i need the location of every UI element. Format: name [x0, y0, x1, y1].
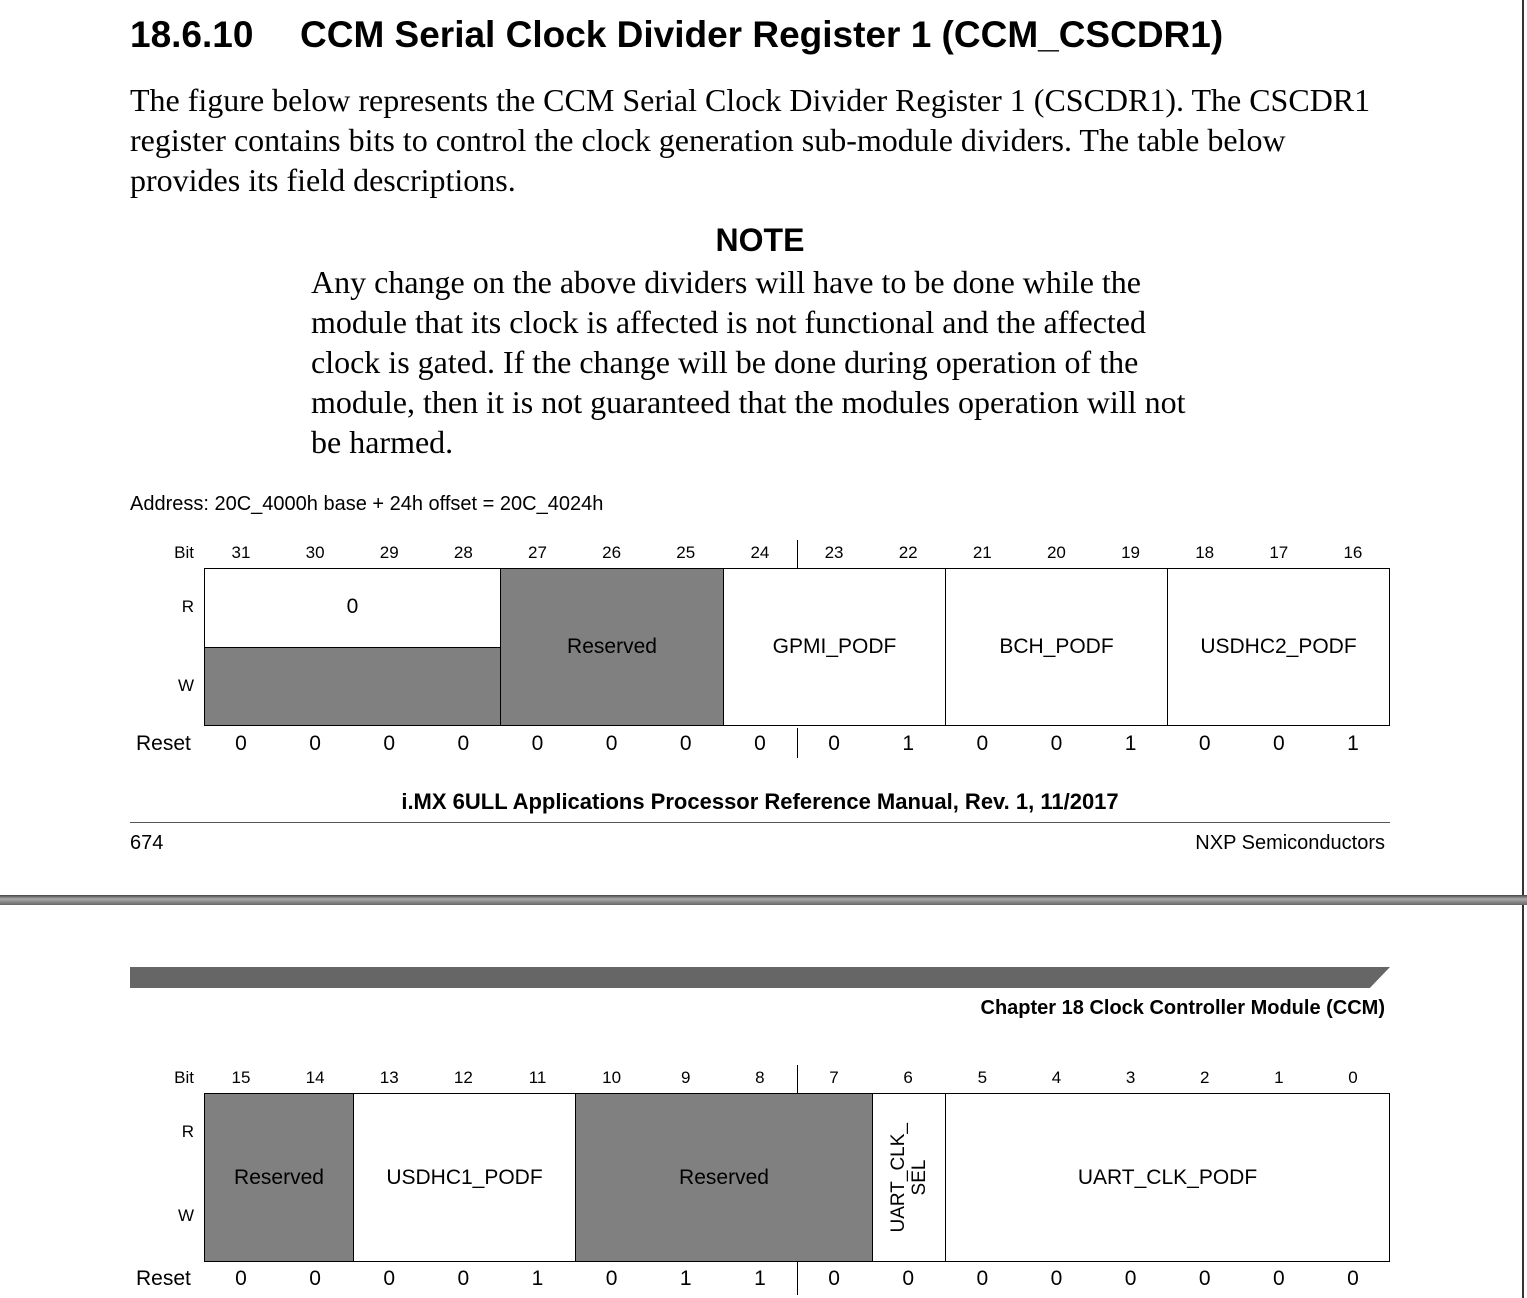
reset-row-label: Reset	[136, 1267, 191, 1290]
note-body: Any change on the above dividers will have to be done while the module that its clock is affected is not functional and the affected clock is gated. If the change will be done during operation of the module, then it is not guaranteed that the modules operation will not be harmed.	[311, 264, 1186, 460]
intro-paragraph: The figure below represents the CCM Serial Clock Divider Register 1 (CSCDR1). The CSCDR1 register contains bits to control the clock generation sub-module dividers. The table below provides its field descriptions.	[130, 82, 1371, 198]
bit-number: 23	[824, 543, 844, 562]
bit-number: 2	[1199, 1068, 1210, 1087]
reset-value: 0	[1198, 732, 1211, 755]
reset-value: 1	[754, 1267, 766, 1290]
reset-value: 0	[605, 732, 618, 755]
write-row-label: W	[177, 1206, 194, 1225]
reset-value: 1	[679, 1267, 692, 1290]
section-title: CCM Serial Clock Divider Register 1 (CCM_CSCDR1)	[300, 14, 1224, 55]
bit-number: 26	[602, 543, 622, 562]
reset-value: 0	[309, 732, 321, 755]
reset-value: 0	[976, 732, 989, 755]
bit-number: 18	[1195, 543, 1215, 562]
reset-value: 0	[235, 732, 247, 755]
bit-row-label: Bit	[174, 1068, 194, 1087]
bit-number: 5	[977, 1068, 988, 1087]
bit-number: 4	[1051, 1068, 1062, 1087]
bit-number: 22	[898, 543, 918, 562]
bit-number: 6	[903, 1068, 913, 1087]
bit-number: 27	[528, 543, 547, 562]
bit-number: 13	[379, 1068, 399, 1087]
read-row-label: R	[181, 597, 194, 616]
bit-row-label: Bit	[174, 543, 194, 562]
bit-number: 19	[1121, 543, 1140, 562]
chapter-title: Chapter 18 Clock Controller Module (CCM)	[980, 997, 1385, 1019]
reset-value: 1	[531, 1267, 544, 1290]
half-divider	[797, 1261, 798, 1295]
field-reserved-15-14: Reserved	[204, 1093, 354, 1262]
reset-value: 0	[828, 732, 840, 755]
bit-number: 15	[231, 1068, 251, 1087]
bit-number: 7	[829, 1068, 839, 1087]
bit-number: 1	[1274, 1068, 1284, 1087]
reset-value: 0	[309, 1267, 321, 1290]
register-address: Address: 20C_4000h base + 24h offset = 20C_4024h	[130, 493, 604, 515]
reset-value: 0	[1272, 1267, 1285, 1290]
bit-number: 9	[681, 1068, 691, 1087]
footer-manual-title: i.MX 6ULL Applications Processor Reference Manual, Rev. 1, 11/2017	[401, 789, 1119, 814]
reset-value: 0	[828, 1267, 840, 1290]
bit-number: 3	[1125, 1068, 1136, 1087]
bit-number: 20	[1046, 543, 1066, 562]
section-heading	[130, 14, 1223, 56]
reset-value: 0	[457, 1267, 470, 1290]
reset-value: 1	[1347, 732, 1359, 755]
bit-number: 8	[755, 1068, 765, 1087]
field-reserved: Reserved	[500, 568, 724, 726]
bit-number: 29	[379, 543, 399, 562]
footer-rule	[130, 822, 1390, 823]
reset-value: 0	[605, 1267, 618, 1290]
field-usdhc1-podf: USDHC1_PODF	[353, 1093, 576, 1262]
bit-number: 30	[305, 543, 325, 562]
manual-page-675	[0, 905, 1524, 1298]
field-uart-clk-sel: UART_CLK_ SEL	[872, 1093, 946, 1262]
reset-value: 0	[1050, 732, 1063, 755]
note-title: NOTE	[715, 222, 805, 258]
reset-value: 0	[383, 732, 396, 755]
half-divider	[797, 540, 798, 568]
bit-number: 11	[528, 1068, 547, 1087]
reset-value: 0	[1272, 732, 1285, 755]
field-usdhc2-podf: USDHC2_PODF	[1167, 568, 1390, 726]
section-number: 18.6.10	[130, 14, 254, 55]
reset-value: 0	[383, 1267, 396, 1290]
bit-number: 12	[453, 1068, 473, 1087]
bit-number: 10	[602, 1068, 622, 1087]
chapter-banner	[130, 967, 1390, 988]
field-write-unused	[204, 647, 501, 726]
reset-value: 0	[679, 732, 692, 755]
reset-value: 0	[1050, 1267, 1063, 1290]
reset-value: 0	[531, 732, 544, 755]
bit-number: 24	[750, 543, 770, 562]
page-separator	[0, 895, 1527, 905]
bit-number: 28	[453, 543, 473, 562]
reset-value: 1	[902, 732, 914, 755]
field-bch-podf: BCH_PODF	[945, 568, 1168, 726]
reset-value: 0	[754, 732, 766, 755]
reset-value: 0	[902, 1267, 914, 1290]
reset-row-label: Reset	[136, 732, 191, 755]
read-row-label: R	[181, 1122, 194, 1141]
half-divider	[797, 1065, 798, 1093]
half-divider	[797, 728, 798, 758]
company-name: NXP Semiconductors	[1195, 832, 1385, 854]
reset-value: 0	[976, 1267, 989, 1290]
bit-number: 31	[231, 543, 251, 562]
bit-number: 25	[676, 543, 696, 562]
reset-value: 0	[457, 732, 470, 755]
bit-number: 0	[1348, 1068, 1358, 1087]
reset-value: 0	[1198, 1267, 1211, 1290]
field-gpmi-podf: GPMI_PODF	[723, 568, 946, 726]
bit-number: 14	[305, 1068, 325, 1087]
page-number: 674	[130, 832, 164, 854]
reset-value: 0	[235, 1267, 247, 1290]
write-row-label: W	[177, 676, 194, 695]
field-reserved-10-7: Reserved	[575, 1093, 873, 1262]
reset-value: 0	[1124, 1267, 1137, 1290]
reset-value: 1	[1124, 732, 1137, 755]
bit-number: 21	[972, 543, 992, 562]
bit-number: 17	[1269, 543, 1289, 562]
field-read-zero: 0	[204, 568, 501, 648]
reset-value: 0	[1347, 1267, 1359, 1290]
field-uart-clk-podf: UART_CLK_PODF	[945, 1093, 1390, 1262]
bit-number: 16	[1343, 543, 1363, 562]
